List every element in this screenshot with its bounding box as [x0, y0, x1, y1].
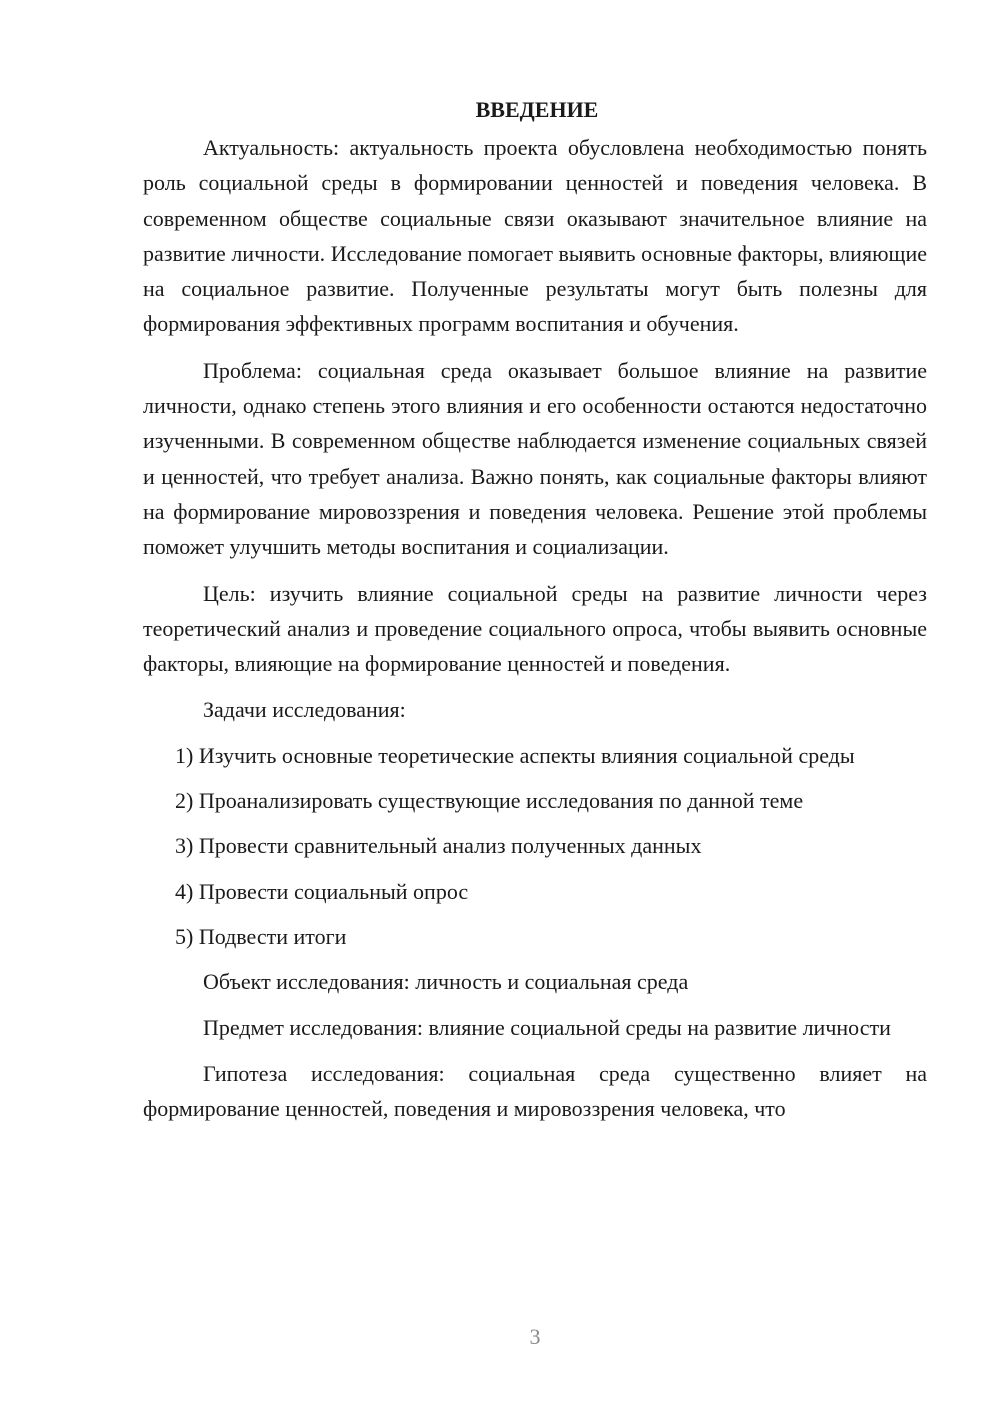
relevance-paragraph: Актуальность: актуальность проекта обусловлена необходимостью понять роль социальной среды в формировании ценностей и поведения человека. В современном обществе социальные связи оказывают значительное влияние на развитие личности. Исследование помогает выявить основные факторы, влияющие на социальное развитие. Полученные результаты могут быть полезны для формирования эффективных программ воспитания и обучения. [143, 135, 927, 337]
page-number: 3 [529, 1324, 541, 1349]
task-item-2: 2) Проанализировать существующие исследования по данной теме [175, 788, 804, 814]
tasks-intro: Задачи исследования: [203, 697, 406, 723]
task-item-1: 1) Изучить основные теоретические аспекты влияния социальной среды [175, 742, 855, 768]
problem-paragraph: Проблема: социальная среда оказывает большое влияние на развитие личности, однако степень этого влияния и его особенности остаются недостаточно изученными. В современном обществе наблюдается изменение социальных связей и ценностей, что требует анализа. Важно понять, как социальные факторы влияют на формирование мировоззрения и поведения человека. Решение этой проблемы поможет улучшить методы воспитания и социализации. [143, 357, 927, 560]
section-heading: ВВЕДЕНИЕ [475, 97, 599, 122]
tasks-list [143, 738, 927, 954]
goal-paragraph: Цель: изучить влияние социальной среды на развитие личности через теоретический анализ и проведение социального опроса, чтобы выявить основные факторы, влияющие на формирование ценностей и поведения. [143, 580, 927, 677]
subject-paragraph: Предмет исследования: влияние социальной среды на развитие личности [203, 1014, 891, 1040]
page-content [143, 92, 927, 1137]
task-item-5: 5) Подвести итоги [175, 923, 347, 949]
object-paragraph: Объект исследования: личность и социальная среда [203, 969, 689, 995]
hypothesis-paragraph: Гипотеза исследования: социальная среда существенно влияет на формирование ценностей, поведения и мировоззрения человека, что [143, 1060, 927, 1122]
task-item-4: 4) Провести социальный опрос [175, 878, 469, 904]
task-item-3: 3) Провести сравнительный анализ полученных данных [175, 833, 702, 859]
